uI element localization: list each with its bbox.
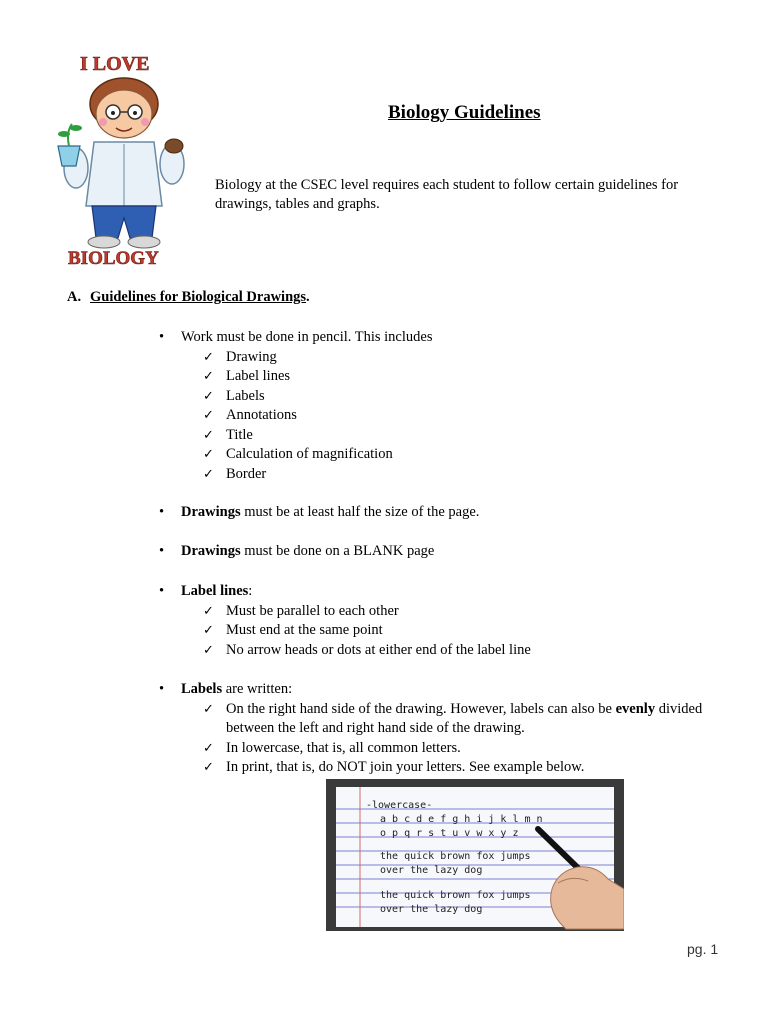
- i-love-biology-logo: [46, 46, 204, 272]
- checkmark-icon: ✓: [203, 603, 214, 619]
- bullet-dot: •: [159, 681, 165, 697]
- bullet-labels: [159, 680, 726, 778]
- list-item: [181, 426, 726, 446]
- bullet-bold-text: Labels: [181, 681, 223, 697]
- bullet-dot: •: [159, 543, 165, 559]
- list-item: [181, 348, 726, 368]
- section-heading-text: Guidelines for Biological Drawings: [90, 289, 307, 305]
- bullet-bold-text: Label lines: [181, 583, 249, 599]
- checkmark-icon: ✓: [203, 760, 214, 775]
- list-item-text: Labels: [226, 387, 265, 404]
- list-item-text: Drawing: [226, 348, 277, 365]
- checkmark-icon: ✓: [203, 369, 214, 384]
- checkmark-icon: ✓: [203, 408, 214, 423]
- list-item-text: Must be parallel to each other: [226, 602, 399, 619]
- list-item-text: Annotations: [226, 407, 297, 423]
- list-item-text: Title: [226, 426, 253, 443]
- checkmark-icon: ✓: [203, 466, 214, 482]
- example-heading: -lowercase-: [366, 800, 433, 811]
- check-list: [181, 348, 726, 485]
- bullet-pencil: [159, 328, 726, 484]
- list-item-text: Label lines: [226, 368, 291, 384]
- list-item: [181, 602, 726, 622]
- section-letter: A.: [67, 289, 82, 305]
- bullet-label-lines: [159, 582, 726, 660]
- checkmark-icon: ✓: [203, 642, 214, 658]
- bullet-text: must be at least half the size of the page.: [240, 504, 480, 520]
- checkmark-icon: ✓: [203, 349, 214, 365]
- section-heading-period: .: [306, 289, 310, 305]
- list-item-text: In lowercase, that is, all common letters.: [226, 739, 461, 756]
- list-item-text: divided between the left and right hand side of the drawing.: [226, 700, 703, 736]
- list-item: [181, 367, 726, 387]
- bullet-bold-text: Drawings: [181, 504, 241, 520]
- list-item-text: Calculation of magnification: [226, 446, 393, 462]
- intro-paragraph: Biology at the CSEC level requires each student to follow certain guidelines for drawings, tables and graphs.: [215, 177, 679, 212]
- bullet-dot: •: [159, 329, 165, 345]
- bullet-dot: •: [159, 583, 165, 599]
- list-item-text: Must end at the same point: [226, 622, 383, 638]
- checkmark-icon: ✓: [203, 623, 214, 638]
- check-list: [181, 700, 726, 778]
- example-sentence-2-line-2: over the lazy dog: [380, 904, 483, 915]
- list-item-text: Border: [226, 465, 267, 482]
- example-sentence-1-line-1: the quick brown fox jumps: [380, 851, 531, 862]
- checkmark-icon: ✓: [203, 388, 214, 404]
- list-item: [181, 465, 726, 485]
- lowercase-example-photo: [326, 779, 624, 931]
- list-item-bold: evenly: [615, 700, 656, 717]
- bullet-dot: •: [159, 504, 165, 520]
- page-number: pg. 1: [687, 941, 719, 957]
- list-item-text: In print, that is, do NOT join your letters. See example below.: [226, 759, 585, 775]
- section-a-heading: [67, 289, 310, 306]
- bullet-drawing-size: [159, 503, 726, 523]
- list-item-text: On the right hand side of the drawing. However, labels can also be: [226, 700, 616, 717]
- example-alphabet-row-1: a b c d e f g h i j k l m n: [380, 814, 543, 825]
- list-item: [181, 445, 726, 465]
- list-item: [181, 406, 726, 426]
- page-title: Biology Guidelines: [388, 102, 541, 123]
- checkmark-icon: ✓: [203, 701, 214, 717]
- list-item-text: No arrow heads or dots at either end of the label line: [226, 641, 531, 658]
- list-item: [181, 739, 726, 759]
- list-item: [181, 700, 726, 739]
- bullet-text: :: [248, 583, 253, 599]
- list-item: [181, 758, 726, 778]
- bullet-blank-page: [159, 542, 726, 562]
- bullet-text: Work must be done in pencil. This includes: [181, 329, 433, 345]
- example-sentence-2-line-1: the quick brown fox jumps: [380, 890, 531, 901]
- checkmark-icon: ✓: [203, 447, 214, 462]
- list-item: [181, 387, 726, 407]
- list-item: [181, 641, 726, 661]
- logo-bottom-text: BIOLOGY: [68, 248, 159, 269]
- bullet-text: are written:: [222, 681, 293, 697]
- bullet-text: must be done on a BLANK page: [240, 543, 435, 559]
- example-sentence-1-line-2: over the lazy dog: [380, 865, 483, 876]
- example-alphabet-row-2: o p q r s t u v w x y z: [380, 828, 519, 839]
- checkmark-icon: ✓: [203, 427, 214, 443]
- list-item: [181, 621, 726, 641]
- bullet-bold-text: Drawings: [181, 543, 241, 559]
- checkmark-icon: ✓: [203, 740, 214, 756]
- logo-top-text: I LOVE: [80, 53, 150, 75]
- check-list: [181, 602, 726, 661]
